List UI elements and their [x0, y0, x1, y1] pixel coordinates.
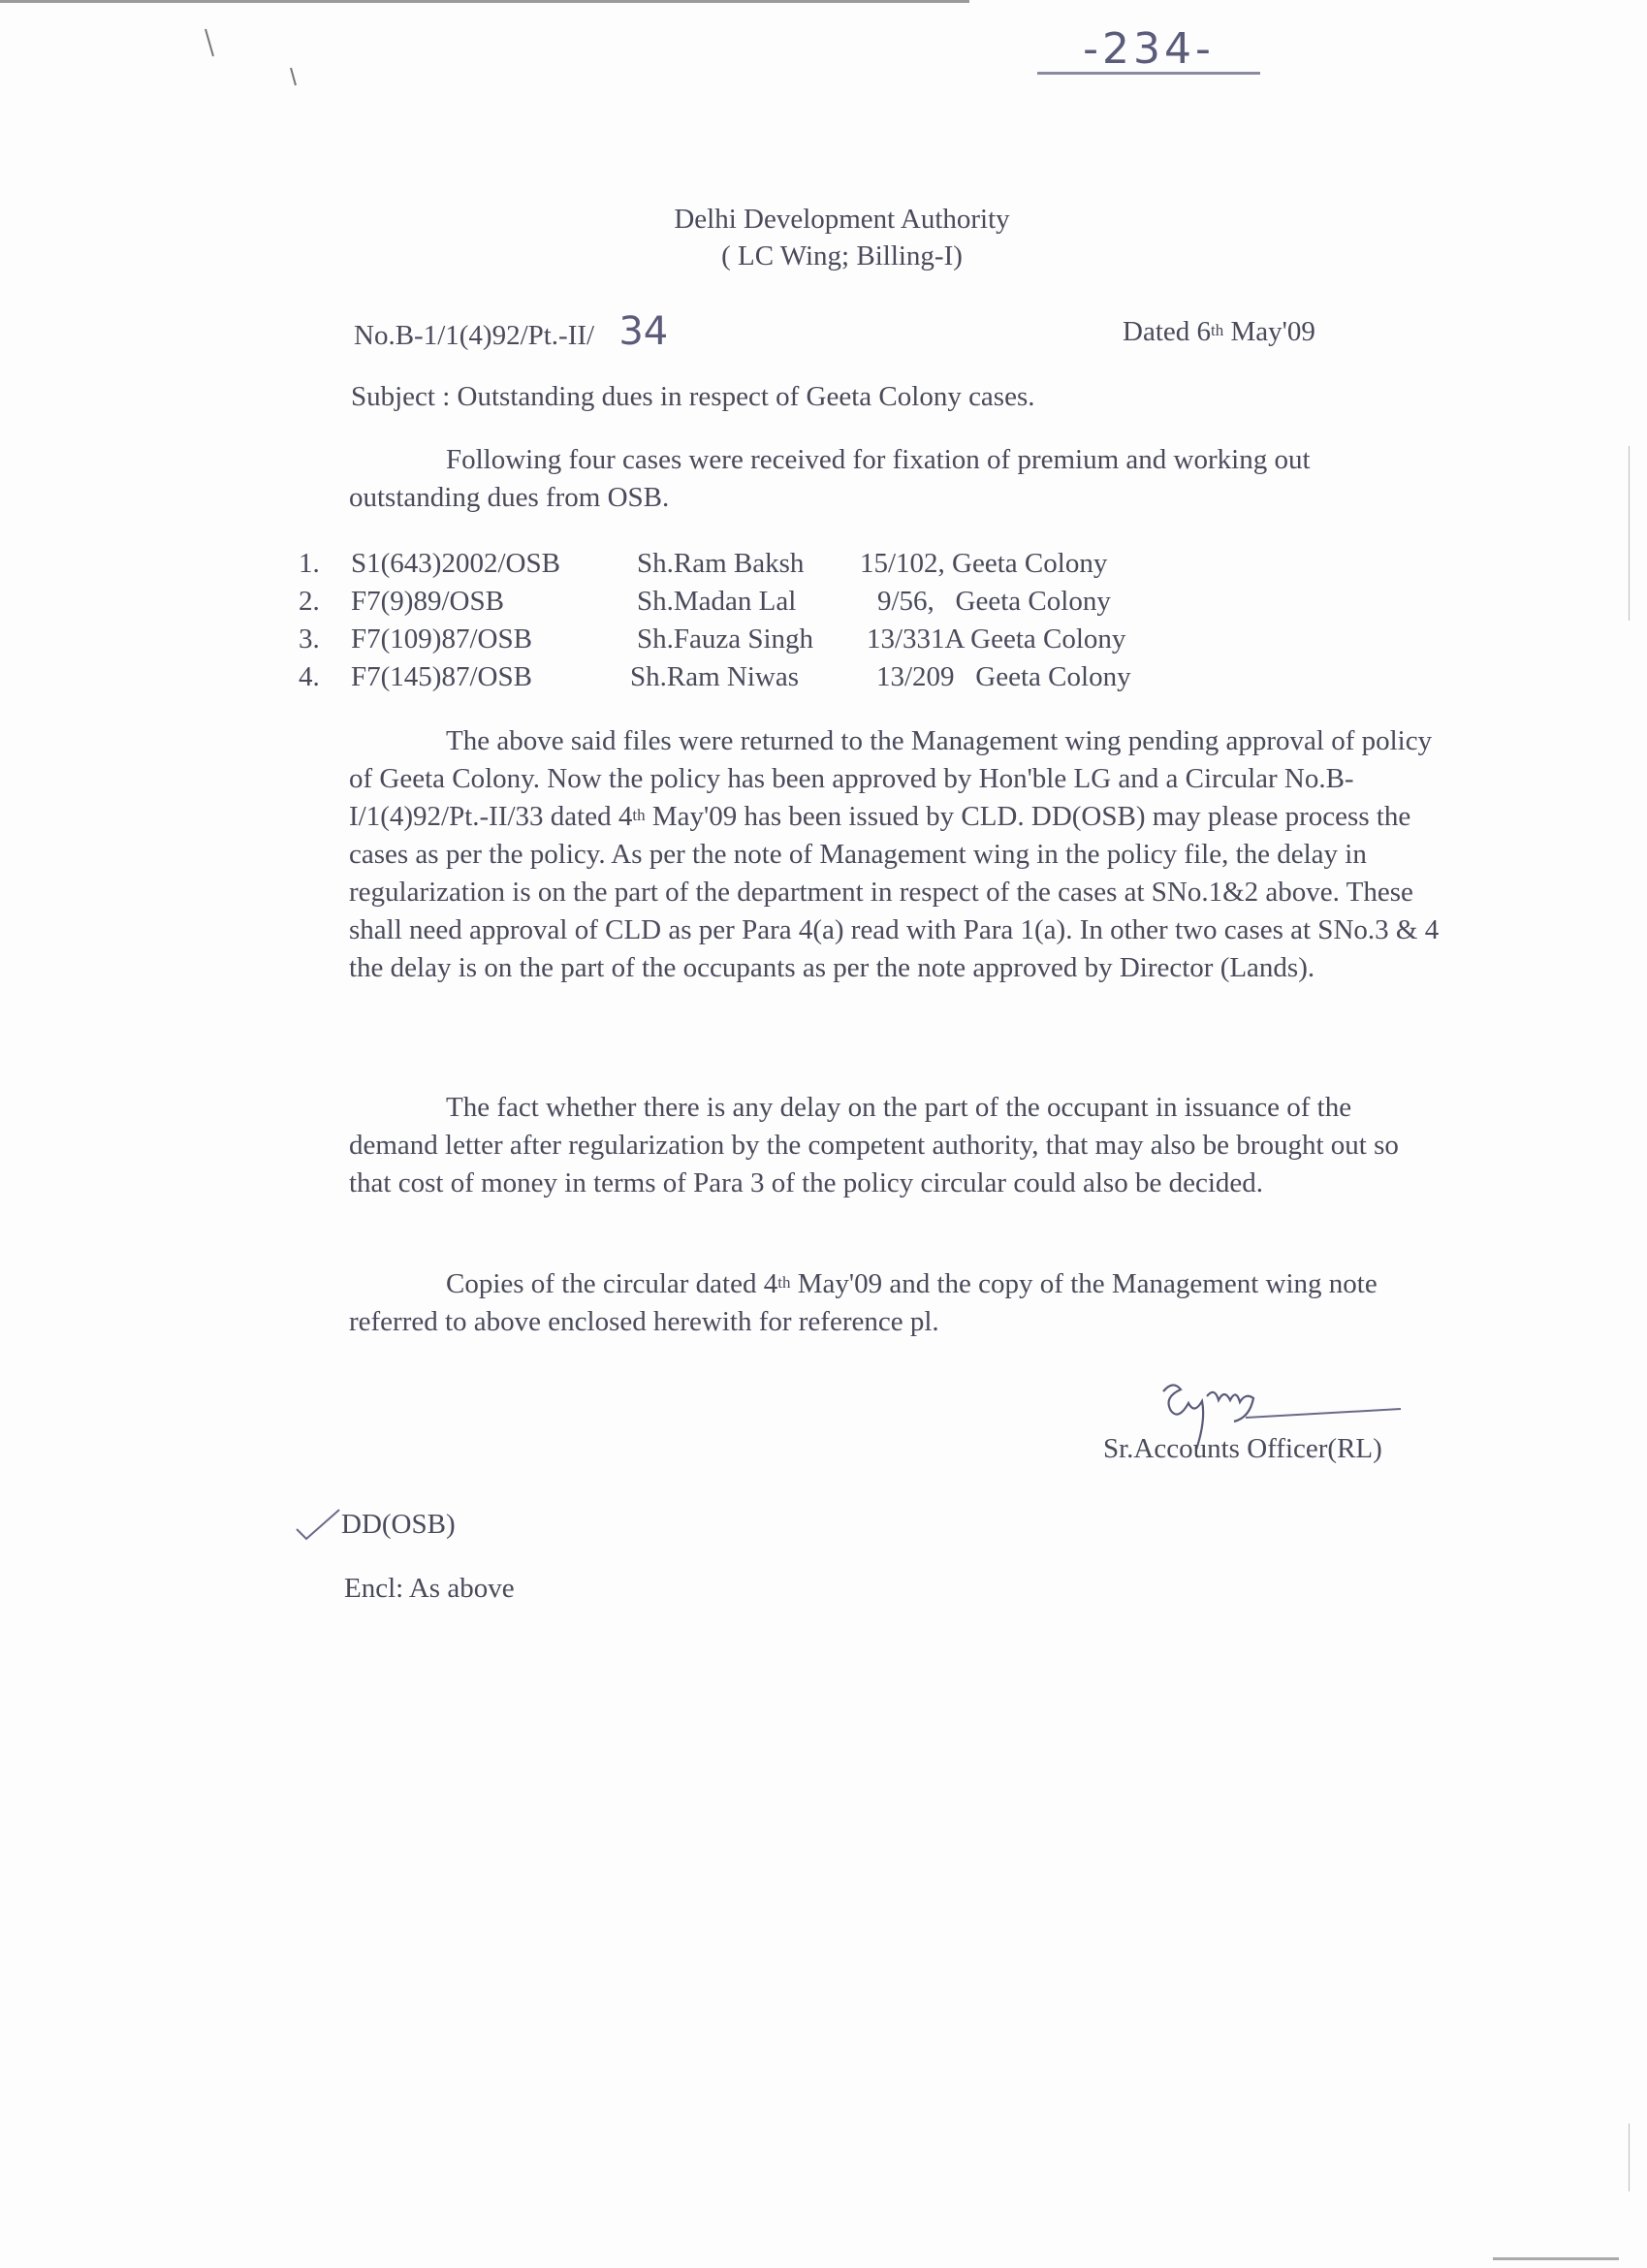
case-file: F7(145)87/OSB	[351, 661, 532, 692]
reference-prefix: No.B-1/1(4)92/Pt.-II/	[354, 320, 595, 351]
letter-date	[1123, 313, 1315, 351]
check-mark-icon	[293, 1506, 343, 1545]
signatory-title: Sr.Accounts Officer(RL)	[1103, 1433, 1382, 1464]
case-sno: 3.	[299, 623, 320, 655]
paragraph-enclosures	[349, 1265, 1444, 1341]
case-sno: 2.	[299, 586, 320, 617]
scan-edge-mark	[1629, 2124, 1630, 2191]
wing-name: ( LC Wing; Billing-I)	[721, 240, 963, 272]
para1-text: The above said files were returned to the Management wing pending approval of policy of Geeta Colony. Now the policy has been approved by Hon'ble LG and a Circular No.B-I/1(4)92/Pt.-II/33 dated 4	[349, 725, 1433, 832]
case-name: Sh.Ram Baksh	[637, 548, 805, 579]
para1-sup: th	[632, 806, 646, 824]
case-sno: 4.	[299, 661, 320, 692]
date-sup: th	[1211, 321, 1224, 339]
scan-marks	[194, 19, 310, 194]
date-text: Dated 6	[1123, 316, 1211, 347]
case-file: F7(109)87/OSB	[351, 623, 532, 655]
para3-sup: th	[777, 1273, 791, 1292]
scan-edge-mark	[1629, 446, 1630, 621]
case-address: 9/56, Geeta Colony	[877, 586, 1111, 617]
reference-handwritten-number: 34	[618, 309, 669, 354]
case-name: Sh.Ram Niwas	[630, 661, 799, 692]
scan-edge	[0, 0, 969, 3]
org-name: Delhi Development Authority	[674, 204, 1010, 235]
addressee: DD(OSB)	[341, 1509, 456, 1540]
case-sno: 1.	[299, 548, 320, 579]
para3-text-cont: May'09 and the copy of the Management wing note referred to above enclosed herewith for reference pl.	[349, 1268, 1378, 1337]
case-file: F7(9)89/OSB	[351, 586, 504, 617]
case-name: Sh.Fauza Singh	[637, 623, 814, 655]
para3-text: Copies of the circular dated 4	[446, 1268, 778, 1299]
case-file: S1(643)2002/OSB	[351, 548, 560, 579]
intro-paragraph: Following four cases were received for fixation of premium and working out outstanding dues from OSB.	[349, 444, 1311, 513]
case-name: Sh.Madan Lal	[637, 586, 797, 617]
case-address: 13/209 Geeta Colony	[876, 661, 1131, 692]
scan-edge-mark	[1493, 2257, 1619, 2260]
reference-number	[354, 309, 669, 355]
paragraph-delay: The fact whether there is any delay on the part of the occupant in issuance of the demand letter after regularization by the competent authority, that may also be brought out so that cost of money in terms of Para 3 of the policy circular could also be decided.	[349, 1092, 1399, 1198]
enclosure-note: Encl: As above	[344, 1573, 515, 1604]
para1-text-cont: May'09 has been issued by CLD. DD(OSB) may please process the cases as per the policy. As per the note of Management wing in the policy file, the delay in regularization is on the part of the department in respect of the cases at SNo.1&2 above. These shall need approval of CLD as per Para 4(a) read with Para 1(a). In other two cases at SNo.3 & 4 the delay is on the part of the occupants as per the note approved by Director (Lands).	[349, 801, 1440, 983]
subject-line: Subject : Outstanding dues in respect of Geeta Colony cases.	[351, 381, 1035, 412]
case-address: 13/331A Geeta Colony	[867, 623, 1126, 655]
page-number-mark: -234-	[1037, 27, 1260, 75]
date-month: May'09	[1223, 316, 1315, 347]
paragraph-policy	[349, 722, 1459, 987]
case-address: 15/102, Geeta Colony	[860, 548, 1108, 579]
